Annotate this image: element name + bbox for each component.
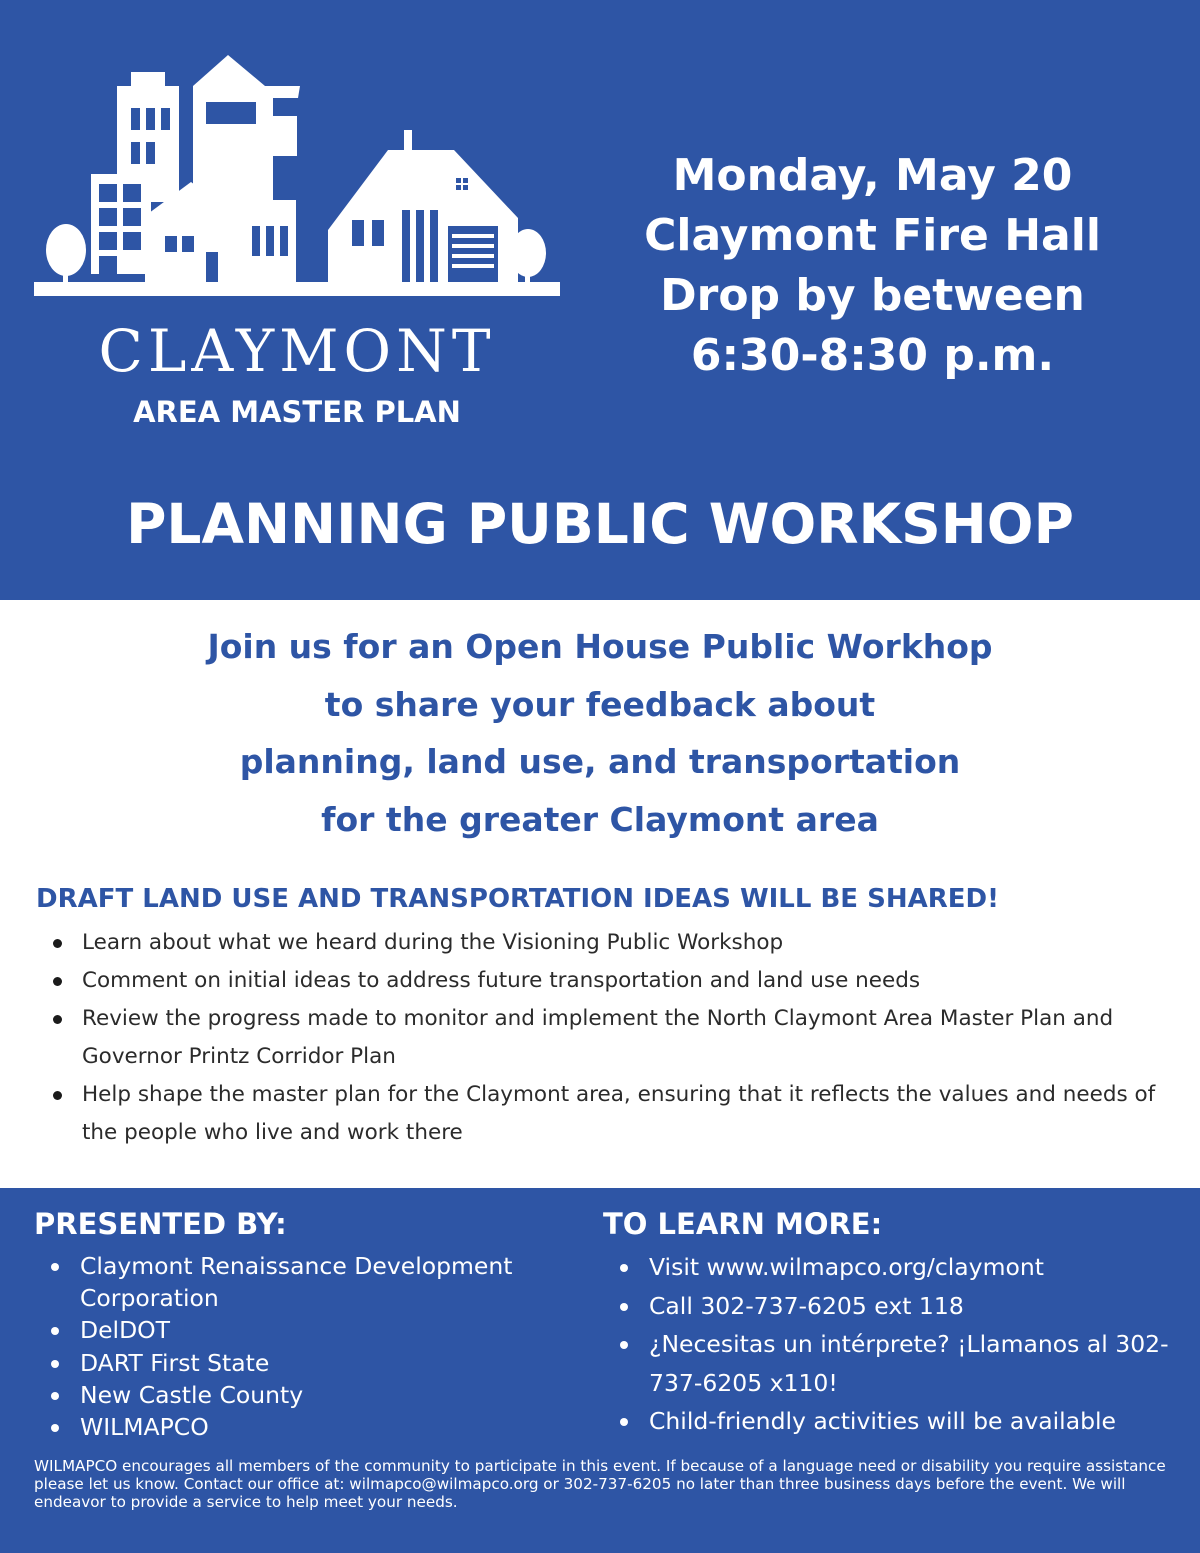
list-item-text: Help shape the master plan for the Claymont area, ensuring that it reflects the values and needs of the people who live and work there bbox=[82, 1082, 1156, 1145]
presenter-name: DelDOT bbox=[80, 1316, 171, 1345]
bullet-icon bbox=[51, 1424, 59, 1432]
event-info bbox=[600, 146, 1145, 386]
intro-line: to share your feedback about bbox=[324, 684, 876, 724]
bullet-icon bbox=[51, 1263, 59, 1271]
presenter-name: Claymont Renaissance Development Corporation bbox=[80, 1252, 513, 1313]
bullet-icon bbox=[620, 1341, 628, 1349]
list-item bbox=[34, 1314, 574, 1346]
presenter-name: New Castle County bbox=[80, 1380, 304, 1409]
learn-more-phone: Call 302-737-6205 ext 118 bbox=[649, 1291, 964, 1320]
list-item bbox=[603, 1325, 1173, 1402]
list-item bbox=[0, 962, 1200, 1000]
claymont-logo-houses-icon bbox=[30, 50, 564, 300]
list-item-text: Comment on initial ideas to address future transportation and land use needs bbox=[82, 968, 921, 993]
bullet-icon bbox=[53, 977, 62, 986]
list-item bbox=[0, 924, 1200, 962]
disclaimer-text: WILMAPCO encourages all members of the community to participate in this event. If because of a language need or disability you require assistance please let us know. Contact our office at: wilmapco@wilmapco.org or 302-737-6205 no later than three business days before the event. We will endeavor to provide a service to help meet your needs. bbox=[34, 1457, 1166, 1511]
presented-by-heading: PRESENTED BY: bbox=[34, 1207, 287, 1241]
list-item bbox=[34, 1347, 574, 1379]
workshop-title: PLANNING PUBLIC WORKSHOP bbox=[126, 492, 1074, 556]
presenters-list bbox=[34, 1250, 574, 1443]
event-location: Claymont Fire Hall bbox=[644, 210, 1101, 261]
learn-more-heading: TO LEARN MORE: bbox=[603, 1207, 883, 1241]
list-item bbox=[603, 1248, 1173, 1287]
list-item bbox=[603, 1287, 1173, 1326]
learn-more-list bbox=[603, 1248, 1173, 1441]
intro-line: planning, land use, and transportation bbox=[239, 742, 961, 781]
list-item bbox=[34, 1411, 574, 1443]
bullet-icon bbox=[53, 1091, 62, 1100]
bullet-icon bbox=[51, 1327, 59, 1335]
bullet-icon bbox=[51, 1360, 59, 1368]
presenter-name: WILMAPCO bbox=[80, 1413, 209, 1442]
bullet-icon bbox=[53, 1015, 62, 1024]
event-date: Monday, May 20 bbox=[672, 150, 1073, 201]
presenter-name: DART First State bbox=[80, 1348, 270, 1377]
logo-subtitle: AREA MASTER PLAN bbox=[133, 395, 461, 429]
list-item bbox=[34, 1379, 574, 1411]
bullet-icon bbox=[620, 1418, 628, 1426]
list-item-text: Learn about what we heard during the Visioning Public Workshop bbox=[82, 930, 784, 955]
list-item bbox=[603, 1402, 1173, 1441]
event-drop-by: Drop by between bbox=[660, 270, 1085, 321]
list-item bbox=[0, 1000, 1200, 1076]
learn-more-interpreter: ¿Necesitas un intérprete? ¡Llamanos al 302-737-6205 x110! bbox=[649, 1330, 1169, 1397]
draft-ideas-heading: DRAFT LAND USE AND TRANSPORTATION IDEAS WILL BE SHARED! bbox=[36, 884, 999, 914]
logo-name: CLAYMONT bbox=[98, 317, 496, 385]
list-item bbox=[34, 1250, 574, 1314]
learn-more-website: Visit www.wilmapco.org/claymont bbox=[649, 1253, 1044, 1281]
intro-line: for the greater Claymont area bbox=[321, 799, 879, 839]
draft-ideas-list bbox=[0, 924, 1200, 1152]
event-time: 6:30-8:30 p.m. bbox=[690, 330, 1055, 381]
list-item bbox=[0, 1076, 1200, 1152]
bullet-icon bbox=[620, 1264, 628, 1272]
intro-line: Join us for an Open House Public Workhop bbox=[207, 627, 993, 666]
bullet-icon bbox=[620, 1303, 628, 1311]
learn-more-activities: Child-friendly activities will be available bbox=[649, 1407, 1117, 1435]
intro-text bbox=[0, 618, 1200, 848]
bullet-icon bbox=[53, 939, 62, 948]
bullet-icon bbox=[51, 1392, 59, 1400]
list-item-text: Review the progress made to monitor and implement the North Claymont Area Master Plan and Governor Printz Corridor Plan bbox=[82, 1006, 1114, 1069]
